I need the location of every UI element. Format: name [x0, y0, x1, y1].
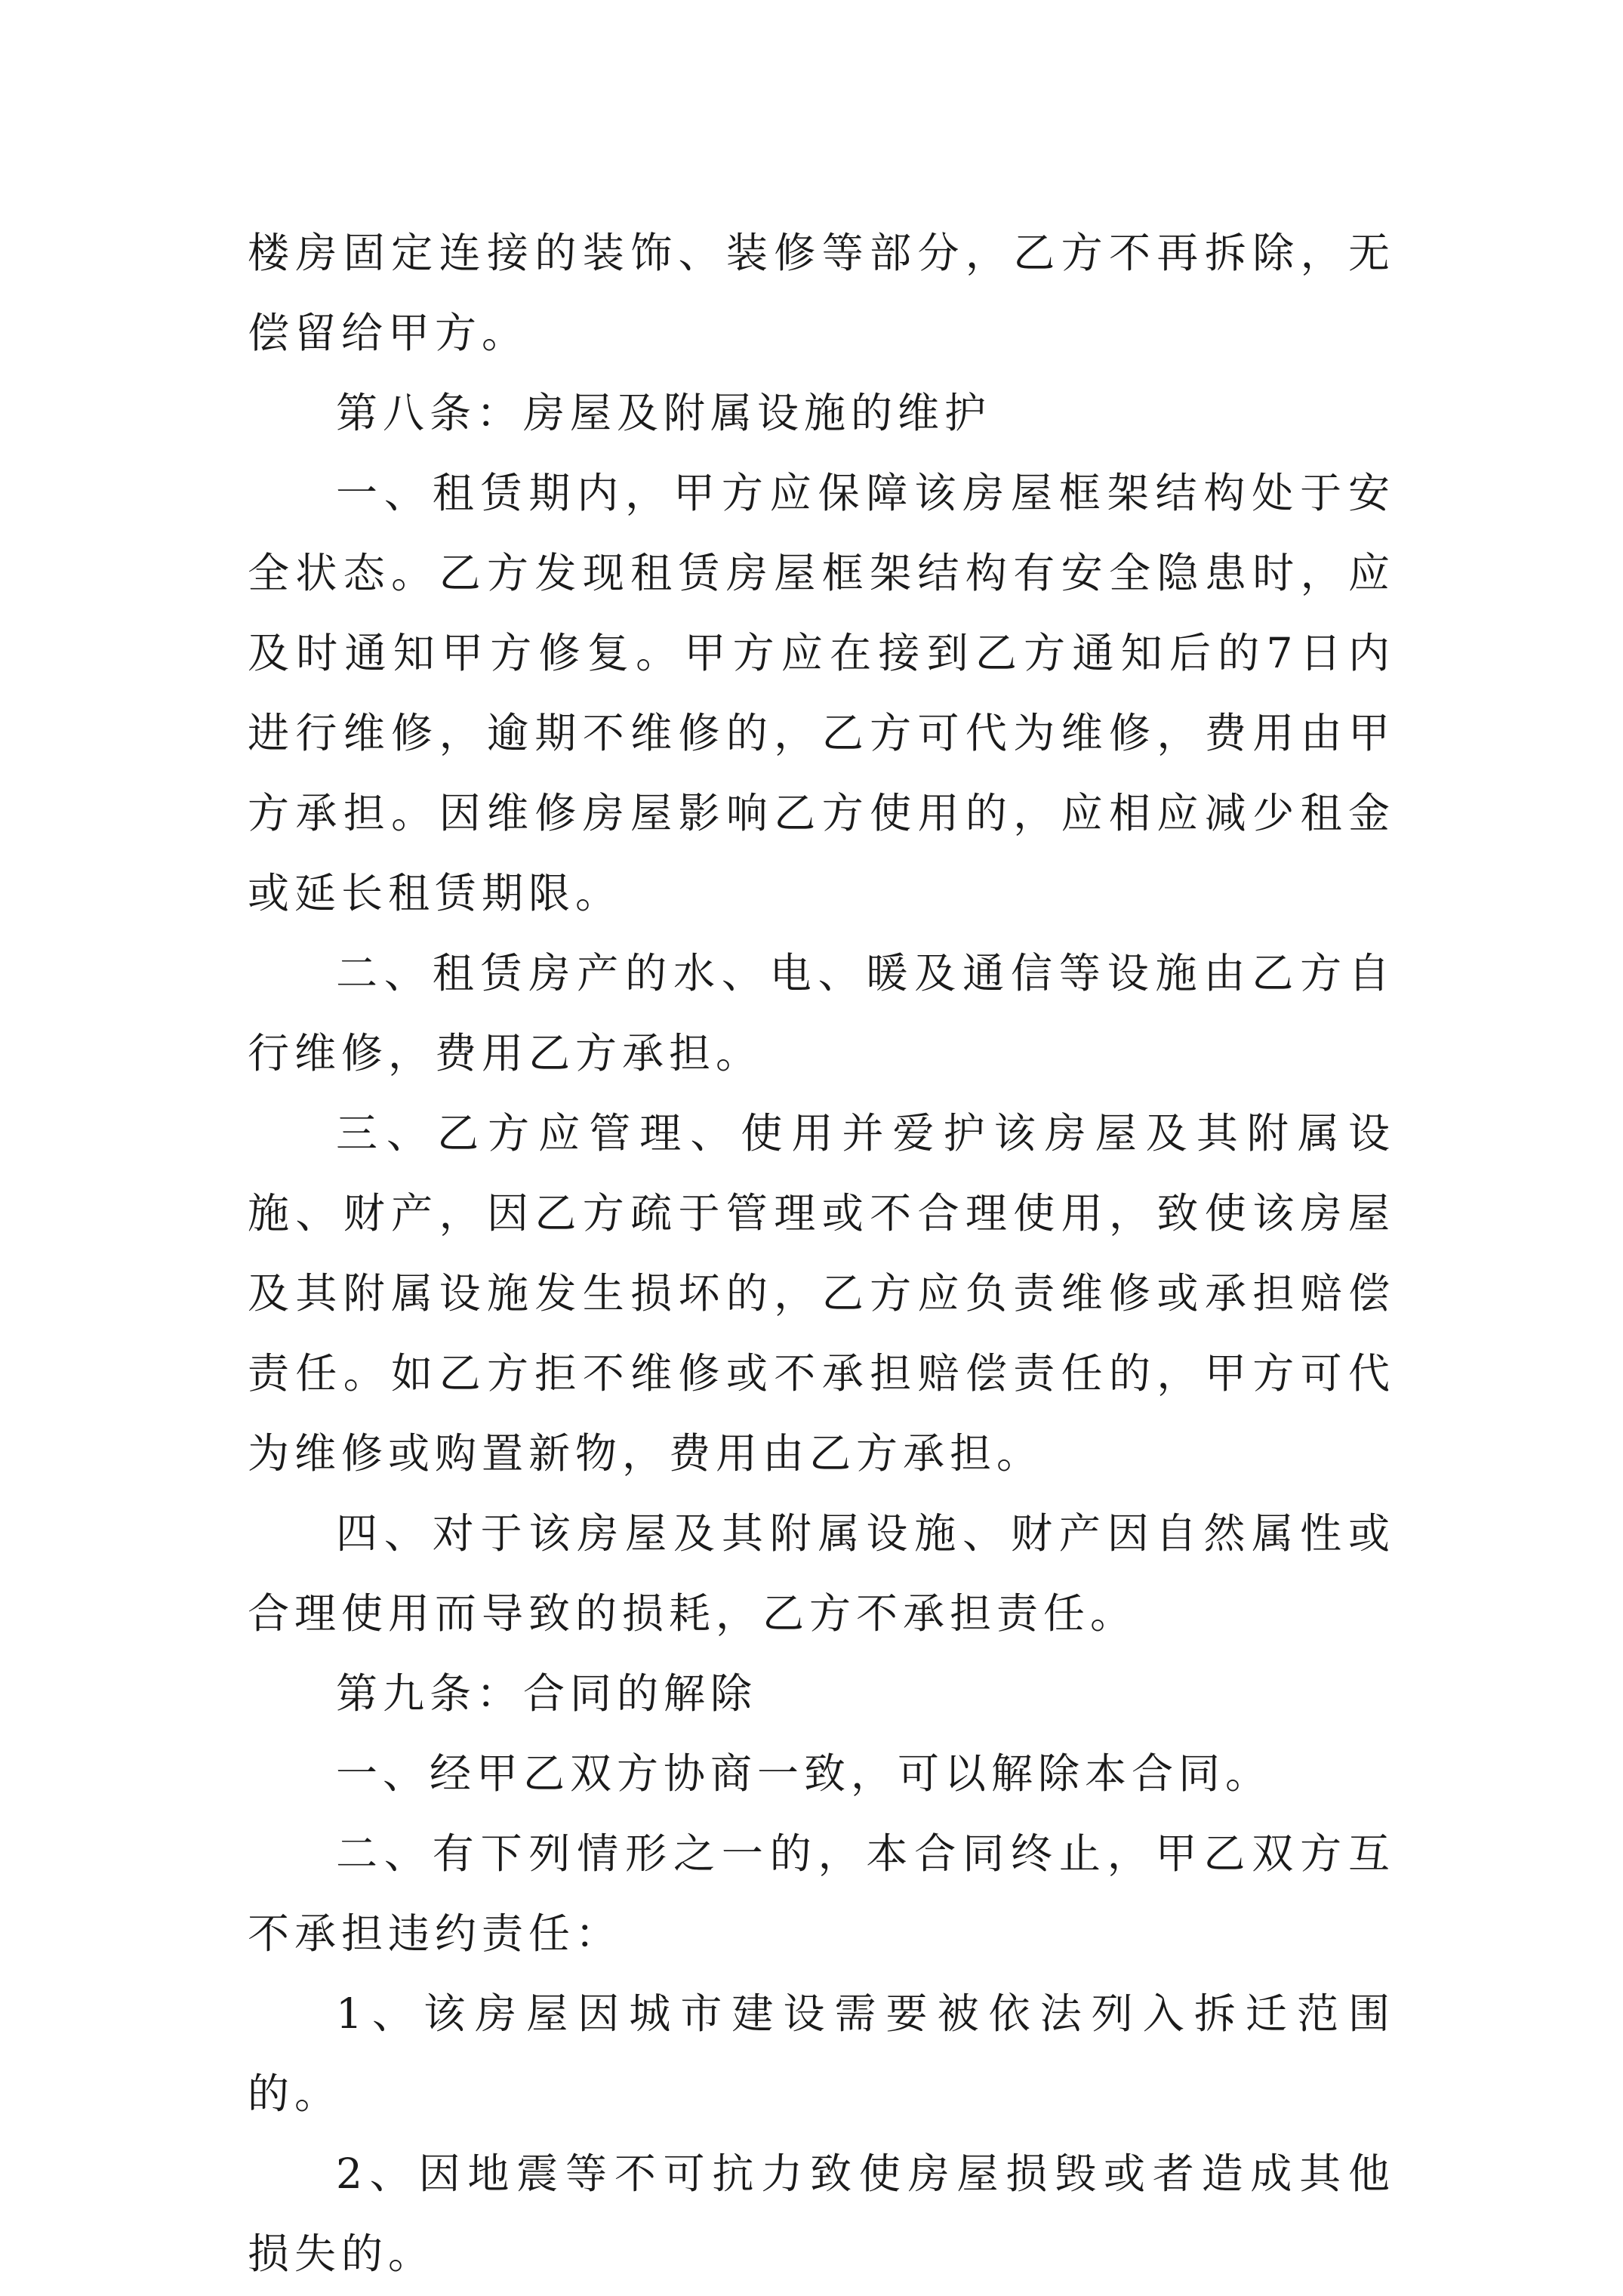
- paragraph-fixed-decoration: 楼房固定连接的装饰、装修等部分，乙方不再拆除，无偿留给甲方。: [248, 229, 1395, 357]
- paragraph-article-9-clause-1: 一、经甲乙双方协商一致，可以解除本合同。: [336, 1749, 1273, 1798]
- list-item-2: 2、因地震等不可抗力致使房屋损毁或者造成其他损失的。: [248, 2150, 1395, 2278]
- heading-article-9: 第九条：合同的解除: [336, 1669, 758, 1718]
- paragraph-article-8-clause-3: 三、乙方应管理、使用并爱护该房屋及其附属设施、财产，因乙方疏于管理或不合理使用，致使该房屋及其附属设施发生损坏的，乙方应负责维修或承担赔偿责任。如乙方拒不维修或不承担赔偿责任的，甲方可代为维修或购置新物，费用由乙方承担。: [248, 1109, 1395, 1478]
- paragraph-article-8-clause-4: 四、对于该房屋及其附属设施、财产因自然属性或合理使用而导致的损耗，乙方不承担责任。: [248, 1509, 1395, 1638]
- paragraph-article-8-clause-1: 一、租赁期内，甲方应保障该房屋框架结构处于安全状态。乙方发现租赁房屋框架结构有安全隐患时，应及时通知甲方修复。甲方应在接到乙方通知后的7日内进行维修，逾期不维修的，乙方可代为维修，费用由甲方承担。因维修房屋影响乙方使用的，应相应减少租金或延长租赁期限。: [248, 469, 1395, 917]
- document-body: [248, 213, 1395, 2294]
- heading-article-8: 第八条：房屋及附属设施的维护: [336, 389, 992, 437]
- paragraph-article-8-clause-2: 二、租赁房产的水、电、暖及通信等设施由乙方自行维修，费用乙方承担。: [248, 949, 1395, 1077]
- list-item-1: 1、该房屋因城市建设需要被依法列入拆迁范围的。: [248, 1989, 1395, 2118]
- paragraph-article-9-clause-2: 二、有下列情形之一的，本合同终止，甲乙双方互不承担违约责任：: [248, 1829, 1395, 1958]
